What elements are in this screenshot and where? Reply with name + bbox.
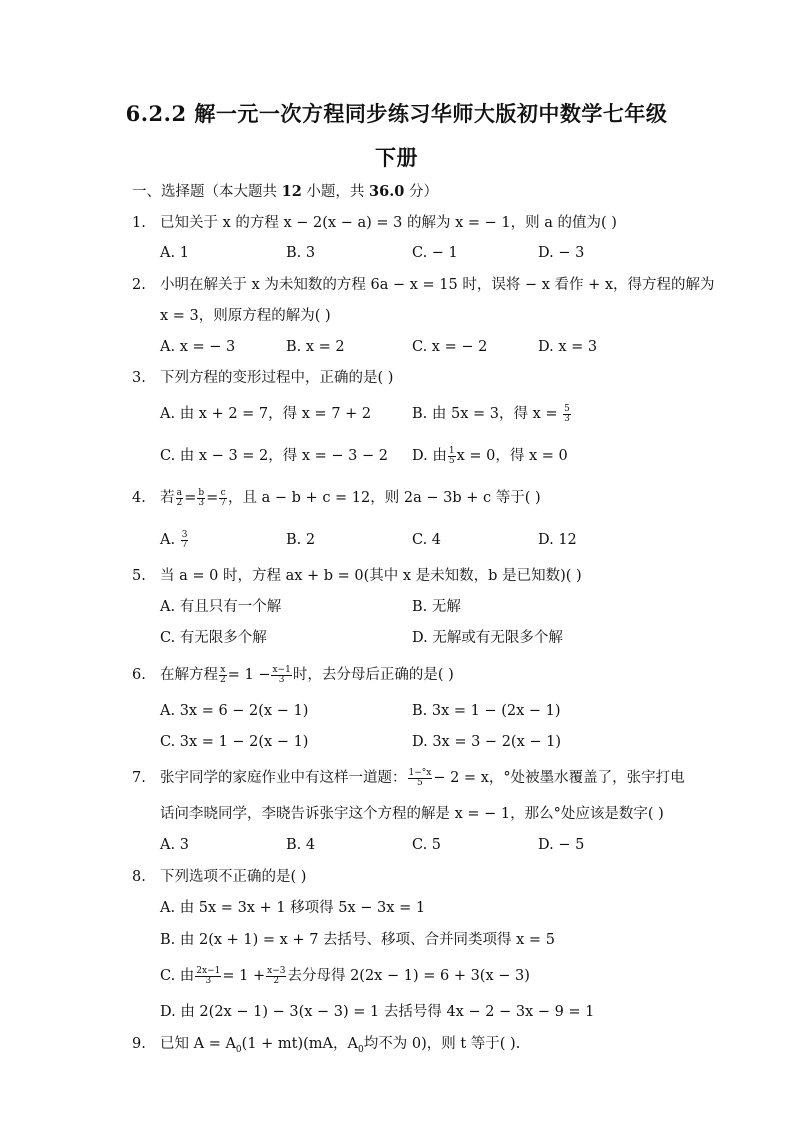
option-a: A. 由 5x = 3x + 1 移项得 5x − 3x = 1 (160, 900, 426, 916)
question-text: 下列选项不正确的是( ) (160, 869, 307, 885)
option-b: B. 2 (286, 532, 316, 548)
fraction: $\frac{a}{2}$ (176, 487, 183, 508)
option-a: A. 3x = 6 − 2(x − 1) (160, 703, 309, 719)
doc-title-line1: 6.2.2 解一元一次方程同步练习华师大版初中数学七年级 (125, 101, 668, 126)
question-number: 8. (132, 869, 146, 885)
option-b: B. 3 (286, 245, 316, 261)
option-a: A. x = − 3 (160, 339, 236, 355)
question-number: 4. (132, 490, 146, 506)
option-a: A. 3 (160, 837, 189, 853)
option-c: C. 5 (412, 837, 442, 853)
option-c: C. − 1 (412, 245, 458, 261)
section-heading: 一、选择题（本大题共 12 小题，共 36.0 分） (132, 183, 438, 200)
option-c: C. 由 x − 3 = 2，得 x = − 3 − 2 (160, 448, 388, 464)
fraction: $\frac{5}{3}$ (564, 403, 570, 424)
question-text: 已知 $A = A_0(1 + mt)(mA$，$A_0$均不为 0)，则 t 等于( ). (160, 1036, 521, 1055)
option-c: C. x = − 2 (412, 339, 488, 355)
option-b: B. 由 5x = 3，得 x = $\frac{5}{3}$ (412, 403, 570, 424)
option-c: C. 3x = 1 − 2(x − 1) (160, 734, 309, 750)
option-d: D. 由 2(2x − 1) − 3(x − 3) = 1 去括号得 4x − 2 − 3x − 9 = 1 (160, 1004, 595, 1020)
option-c: C. 由 $\frac{2x-1}{3}$ = 1 + $\frac{x-3}{2}$ 去分母得 2(2x − 1) = 6 + 3(x − 3) (160, 965, 530, 986)
question-text: 已知关于 x 的方程 x − 2(x − a) = 3 的解为 x = − 1，则 a 的值为( ) (160, 215, 617, 231)
option-c: C. 有无限多个解 (160, 630, 267, 646)
question-text-cont: 话问李晓同学，李晓告诉张宇这个方程的解是 x = − 1，那么°处应该是数字( ) (160, 806, 664, 822)
doc-title-line2: 下册 (375, 145, 418, 170)
option-d: D. 3x = 3 − 2(x − 1) (412, 734, 562, 750)
question-text: 当 a = 0 时，方程 ax + b = 0(其中 x 是未知数，b 是已知数)( ) (160, 568, 582, 584)
fraction: $\frac{x}{2}$ (220, 664, 226, 685)
fraction: $\frac{x-1}{3}$ (272, 664, 291, 685)
question-number: 9. (132, 1036, 146, 1052)
question-text: 张宇同学的家庭作业中有这样一道题： $\frac{1-^\circ x}{5}$ − 2 = x，°处被墨水覆盖了，张宇打电 (160, 767, 685, 788)
question-number: 5. (132, 568, 146, 584)
option-d: D. − 5 (538, 837, 585, 853)
option-a: A. $\frac{3}{7}$ (160, 529, 188, 550)
fraction: $\frac{1}{5}$ (448, 445, 455, 466)
option-b: B. x = 2 (286, 339, 345, 355)
question-number: 7. (132, 770, 146, 786)
option-a: A. 1 (160, 245, 189, 261)
question-text: 在解方程 $\frac{x}{2}$ = 1 − $\frac{x-1}{3}$ 时，去分母后正确的是( ) (160, 664, 454, 685)
option-a: A. 由 x + 2 = 7，得 x = 7 + 2 (160, 406, 372, 422)
question-number: 6. (132, 667, 146, 683)
option-b: B. 由 2(x + 1) = x + 7 去括号、移项、合并同类项得 x = 5 (160, 932, 555, 948)
question-number: 3. (132, 370, 146, 386)
fraction: $\frac{x-3}{2}$ (267, 965, 286, 986)
question-text: 若 $\frac{a}{2}$ = $\frac{b}{3}$ = $\frac{c}{7}$ ，且 a − b + c = 12，则 2a − 3b + c 等于( ) (160, 487, 541, 508)
option-c: C. 4 (412, 532, 442, 548)
option-d: D. x = 3 (538, 339, 598, 355)
option-d: D. 无解或有无限多个解 (412, 630, 563, 646)
fraction: $\frac{3}{7}$ (181, 529, 188, 550)
question-number: 2. (132, 277, 146, 293)
fraction: $\frac{2x-1}{3}$ (196, 965, 221, 986)
question-text: 下列方程的变形过程中，正确的是( ) (160, 370, 394, 386)
question-number: 1. (132, 215, 146, 231)
option-b: B. 4 (286, 837, 316, 853)
option-a: A. 有且只有一个解 (160, 599, 282, 615)
fraction: $\frac{1-^\circ x}{5}$ (408, 767, 432, 788)
option-d: D. 由 $\frac{1}{5}$ x = 0，得 x = 0 (412, 445, 568, 466)
question-text-cont: x = 3，则原方程的解为( ) (160, 308, 331, 324)
option-b: B. 3x = 1 − (2x − 1) (412, 703, 561, 719)
fraction: $\frac{c}{7}$ (220, 487, 227, 508)
option-d: D. 12 (538, 532, 577, 548)
fraction: $\frac{b}{3}$ (198, 487, 205, 508)
question-text: 小明在解关于 x 为未知数的方程 6a − x = 15 时，误将 − x 看作 + x，得方程的解为 (160, 277, 715, 293)
option-b: B. 无解 (412, 599, 461, 615)
option-d: D. − 3 (538, 245, 585, 261)
